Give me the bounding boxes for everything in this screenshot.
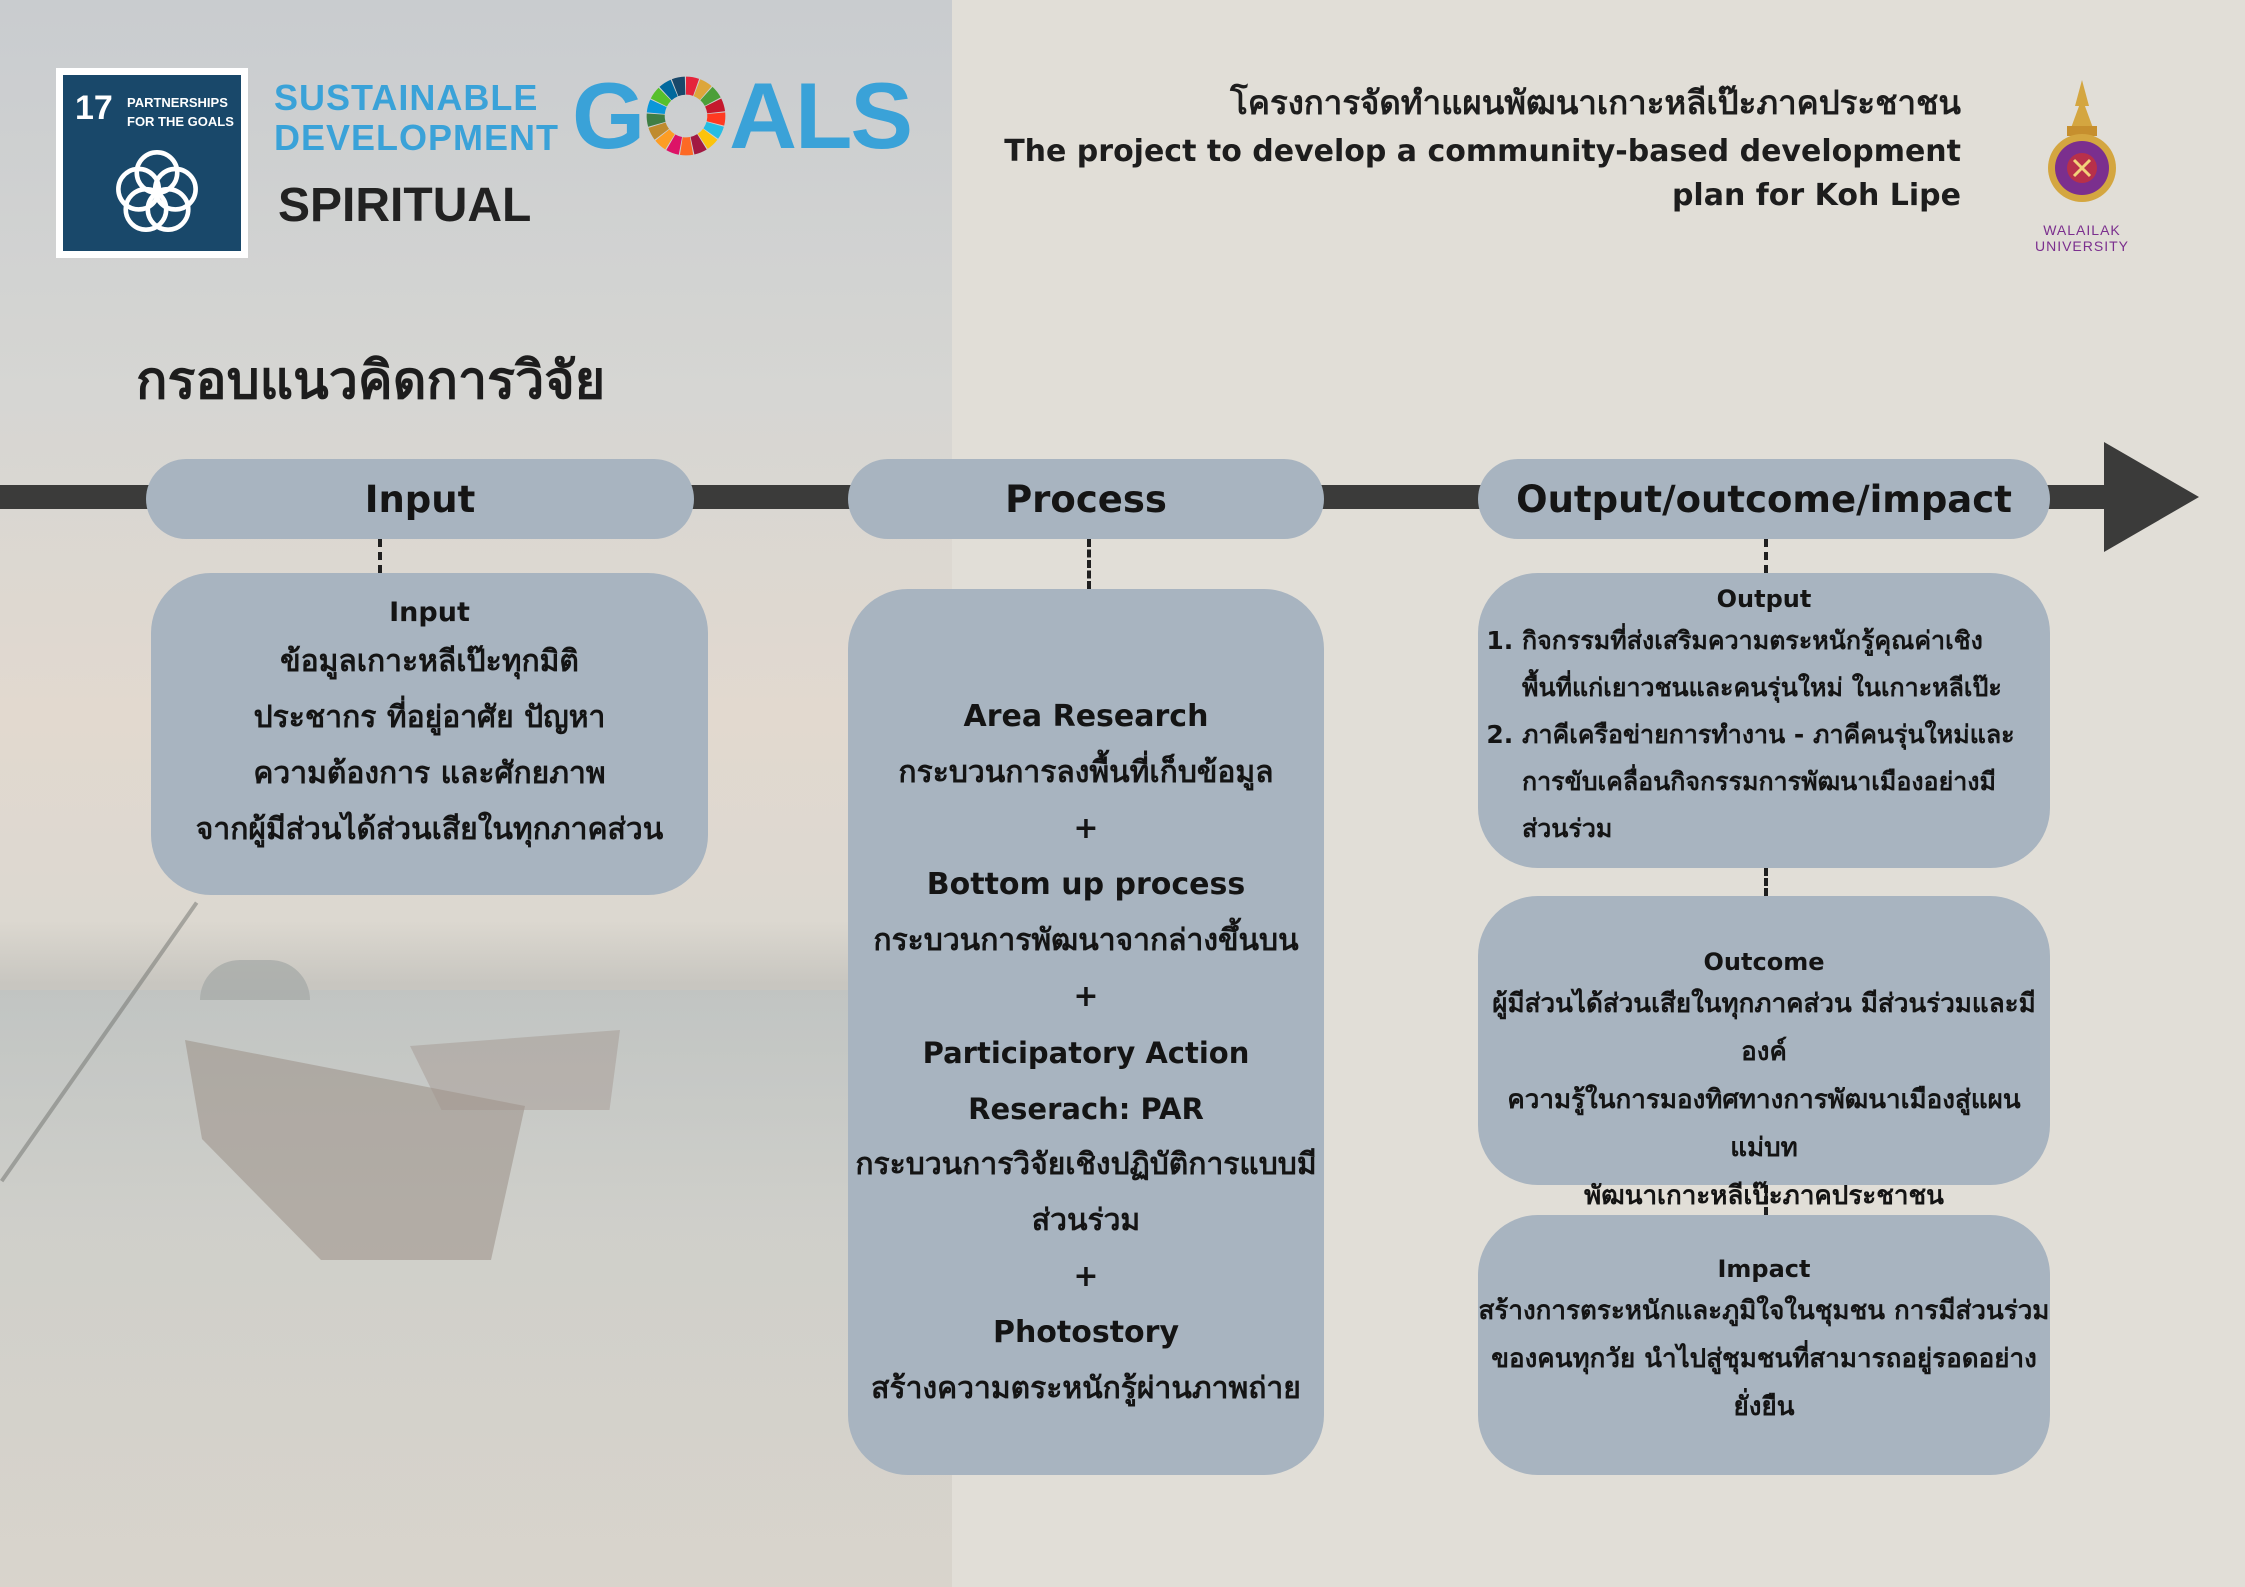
- partnership-rings-icon: [111, 145, 203, 237]
- connector-output: [1764, 539, 1768, 573]
- distant-island: [200, 960, 310, 1000]
- university-name: WALAILAK UNIVERSITY: [2034, 222, 2129, 254]
- sdg-color-wheel-icon: [645, 75, 727, 157]
- output-item-2-line3: ส่วนร่วม: [1522, 814, 1613, 843]
- process-card: [848, 589, 1324, 1475]
- theme-label: SPIRITUAL: [278, 179, 532, 232]
- impact-line: สร้างการตระหนักและภูมิใจในชุมชน การมีส่วนร่วม: [1478, 1296, 2050, 1326]
- connector-process: [1087, 539, 1091, 589]
- process-line: Bottom up process: [926, 867, 1246, 902]
- framework-title: กรอบแนวคิดการวิจัย: [136, 351, 606, 411]
- process-line: สร้างความตระหนักรู้ผ่านภาพถ่าย: [871, 1371, 1301, 1406]
- walailak-crest-icon: [2041, 78, 2123, 218]
- university-logo: [2002, 78, 2162, 254]
- connector-input: [378, 539, 382, 573]
- timeline-arrow-head-icon: [2104, 442, 2199, 552]
- project-title-en-line2: plan for Koh Lipe: [1671, 178, 1961, 213]
- input-card-line: ความต้องการ และศักยภาพ: [253, 756, 606, 791]
- goals-letter-g: G: [572, 63, 644, 168]
- output-card-heading: Output: [1716, 585, 1812, 613]
- input-card-heading: Input: [389, 597, 470, 628]
- input-card-line: จากผู้มีส่วนได้ส่วนเสียในทุกภาคส่วน: [195, 812, 664, 847]
- outcome-card-heading: Outcome: [1703, 948, 1825, 976]
- process-line: กระบวนการพัฒนาจากล่างขึ้นบน: [873, 923, 1299, 958]
- impact-card: [1478, 1215, 2050, 1475]
- impact-line: ยั่งยืน: [1733, 1392, 1795, 1422]
- sdg17-badge: [56, 68, 248, 258]
- stage-output-pill: Output/outcome/impact: [1478, 459, 2050, 539]
- connector-outcome: [1764, 868, 1768, 896]
- output-item-1-line1: กิจกรรมที่ส่งเสริมความตระหนักรู้คุณค่าเชิง: [1522, 626, 1983, 655]
- output-list: [1478, 617, 2050, 852]
- sdg-title-line1: SUSTAINABLE: [274, 77, 539, 118]
- sdg-number: 17: [75, 89, 113, 127]
- impact-line: ของคนทุกวัย นำไปสู่ชุมชนที่สามารถอยู่รอดอย่าง: [1491, 1344, 2037, 1374]
- outcome-card: [1478, 896, 2050, 1211]
- stage-input-pill: Input: [146, 459, 694, 539]
- sdg-title: [274, 78, 559, 158]
- output-item-1: [1522, 617, 2020, 711]
- outcome-line: ความรู้ในการมองทิศทางการพัฒนาเมืองสู่แผนแม่บท: [1507, 1085, 2021, 1163]
- process-line: กระบวนการลงพื้นที่เก็บข้อมูล: [898, 755, 1274, 790]
- sdg-title-line2: DEVELOPMENT: [274, 117, 560, 158]
- process-line: +: [1073, 1259, 1099, 1294]
- stage-process-pill: Process: [848, 459, 1324, 539]
- input-card: [151, 573, 708, 895]
- process-line: กระบวนการวิจัยเชิงปฏิบัติการแบบมี: [855, 1147, 1317, 1182]
- input-card-line: ประชากร ที่อยู่อาศัย ปัญหา: [253, 700, 606, 735]
- outcome-line: ผู้มีส่วนได้ส่วนเสียในทุกภาคส่วน มีส่วนร่วมและมีองค์: [1492, 989, 2036, 1067]
- process-line: Photostory: [992, 1315, 1180, 1350]
- output-item-2: [1522, 711, 2020, 852]
- goals-letters-als: ALS: [729, 63, 912, 168]
- output-item-2-line2: การขับเคลื่อนกิจกรรมการพัฒนาเมืองอย่างมี: [1522, 767, 1996, 796]
- process-line: Area Research: [963, 699, 1209, 734]
- sdg-goal-line2: FOR THE GOALS: [127, 114, 234, 129]
- project-title-block: [1004, 76, 1961, 218]
- process-line: +: [1073, 979, 1099, 1014]
- outcome-line: พัฒนาเกาะหลีเป๊ะภาคประชาชน: [1584, 1181, 1944, 1211]
- process-line: ส่วนร่วม: [1031, 1203, 1141, 1238]
- output-card: [1478, 573, 2050, 868]
- output-item-1-line2: พื้นที่แก่เยาวชนและคนรุ่นใหม่ ในเกาะหลีเป๊ะ: [1522, 673, 2002, 702]
- goals-wordmark: [572, 63, 912, 168]
- process-line: +: [1073, 811, 1099, 846]
- process-line: Participatory Action Reserach: PAR: [922, 1036, 1250, 1126]
- output-item-2-line1: ภาคีเครือข่ายการทำงาน - ภาคีคนรุ่นใหม่และ: [1522, 720, 2015, 749]
- input-card-line: ข้อมูลเกาะหลีเป๊ะทุกมิติ: [280, 644, 579, 679]
- sdg-goal-name: [127, 93, 234, 131]
- impact-card-heading: Impact: [1717, 1255, 1811, 1283]
- project-title-thai: โครงการจัดทำแผนพัฒนาเกาะหลีเป๊ะภาคประชาชน: [1230, 83, 1961, 122]
- project-title-en-line1: The project to develop a community-based development: [1004, 134, 1961, 169]
- sdg-goal-line1: PARTNERSHIPS: [127, 95, 228, 110]
